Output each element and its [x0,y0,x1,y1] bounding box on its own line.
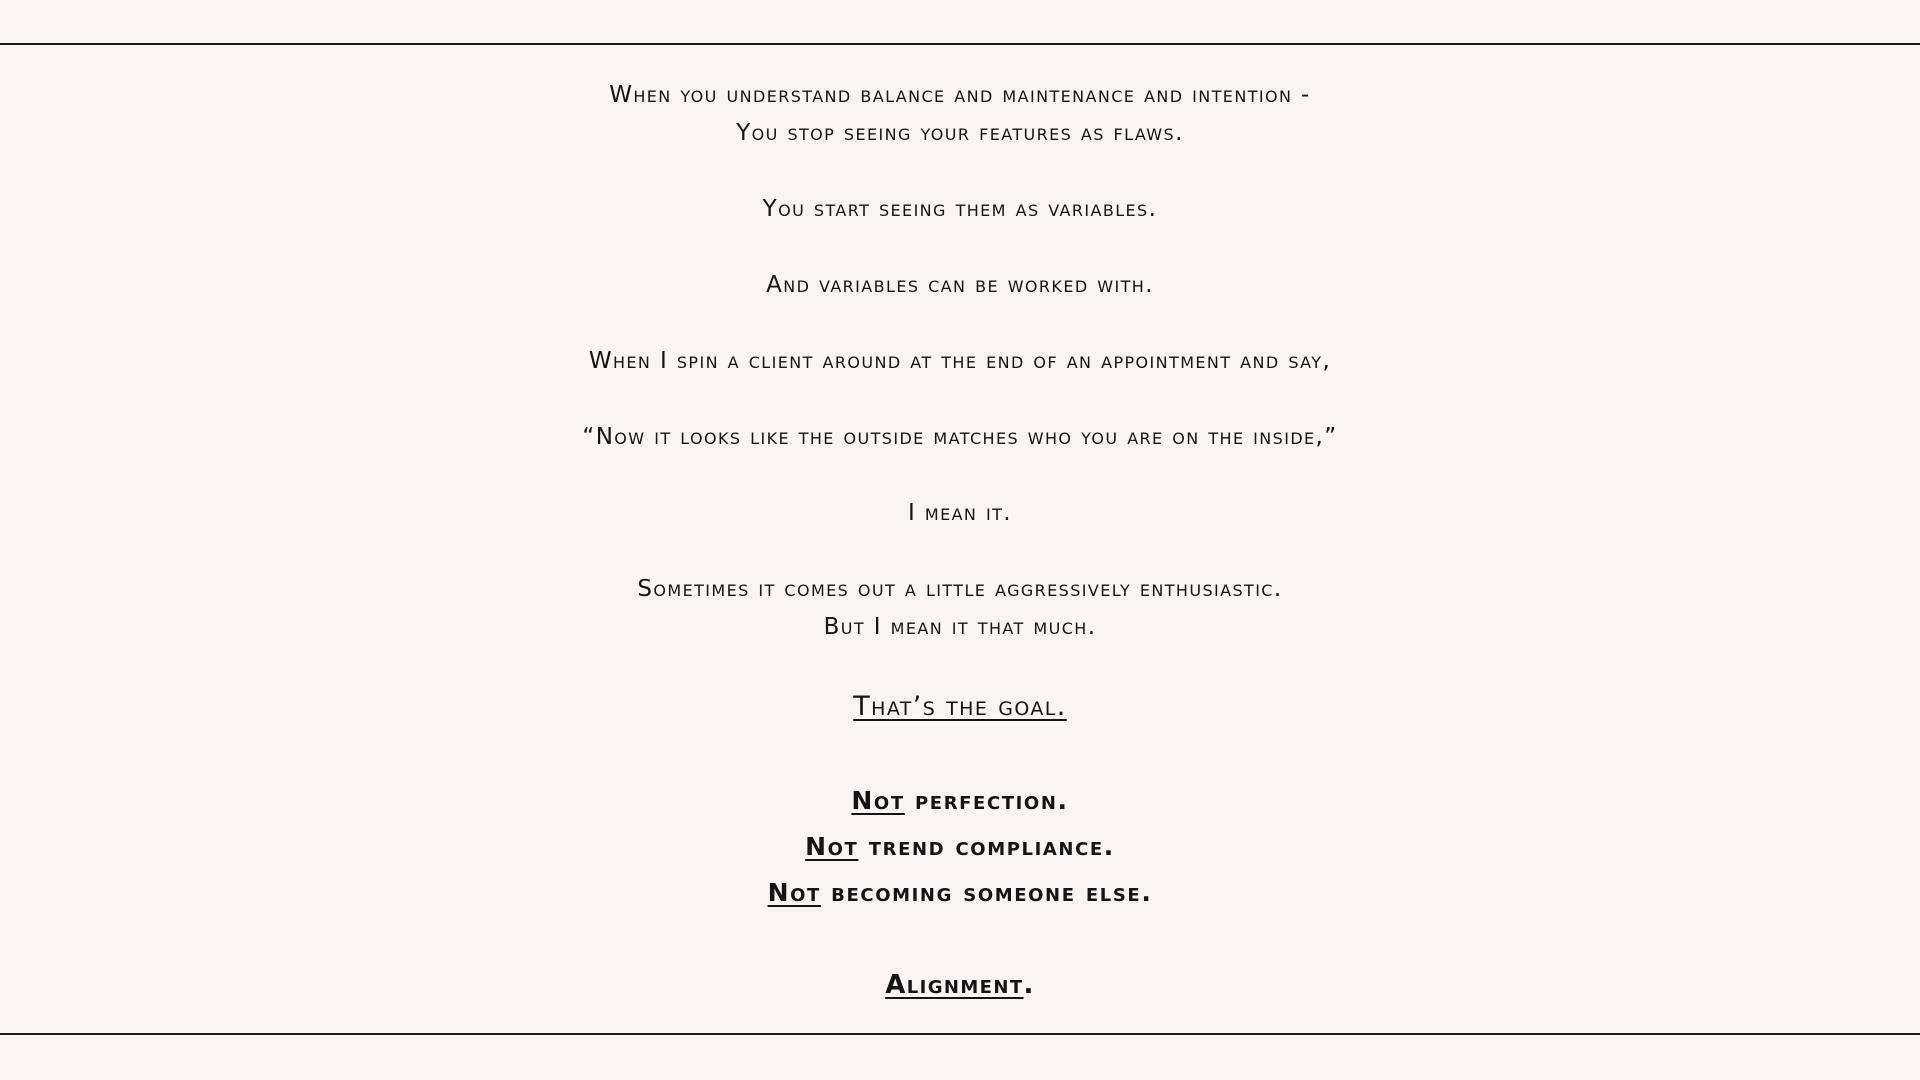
not-rest: perfection. [904,786,1069,815]
text-line-quote: “Now it looks like the outside matches who you are on the inside,” [582,424,1338,450]
text-line-that-much: But I mean it that much. [823,614,1097,640]
not-rest: becoming someone else. [820,878,1153,907]
bottom-divider [0,1033,1920,1035]
text-line-balance: When you understand balance and maintenance and intention - [609,82,1311,108]
not-word: Not [851,786,905,815]
text-line-mean-it: I mean it. [907,500,1013,526]
goal-heading: That’s the goal. [853,691,1067,722]
not-rest: trend compliance. [858,832,1115,861]
text-line-worked-with: And variables can be worked with. [766,272,1154,298]
text-line-variables: You start seeing them as variables. [762,196,1158,222]
not-line-someone-else [0,880,1920,905]
not-line-perfection [0,788,1920,813]
top-divider [0,43,1920,45]
not-line-trend [0,834,1920,859]
not-word: Not [805,832,859,861]
text-line-flaws: You stop seeing your features as flaws. [736,120,1184,146]
alignment-period: . [1023,970,1035,1000]
alignment-word: Alignment [885,970,1024,1000]
text-line-spin-client: When I spin a client around at the end of an appointment and say, [588,348,1332,374]
alignment-line [0,972,1920,998]
text-line-enthusiastic: Sometimes it comes out a little aggressively enthusiastic. [637,576,1283,602]
not-word: Not [767,878,821,907]
